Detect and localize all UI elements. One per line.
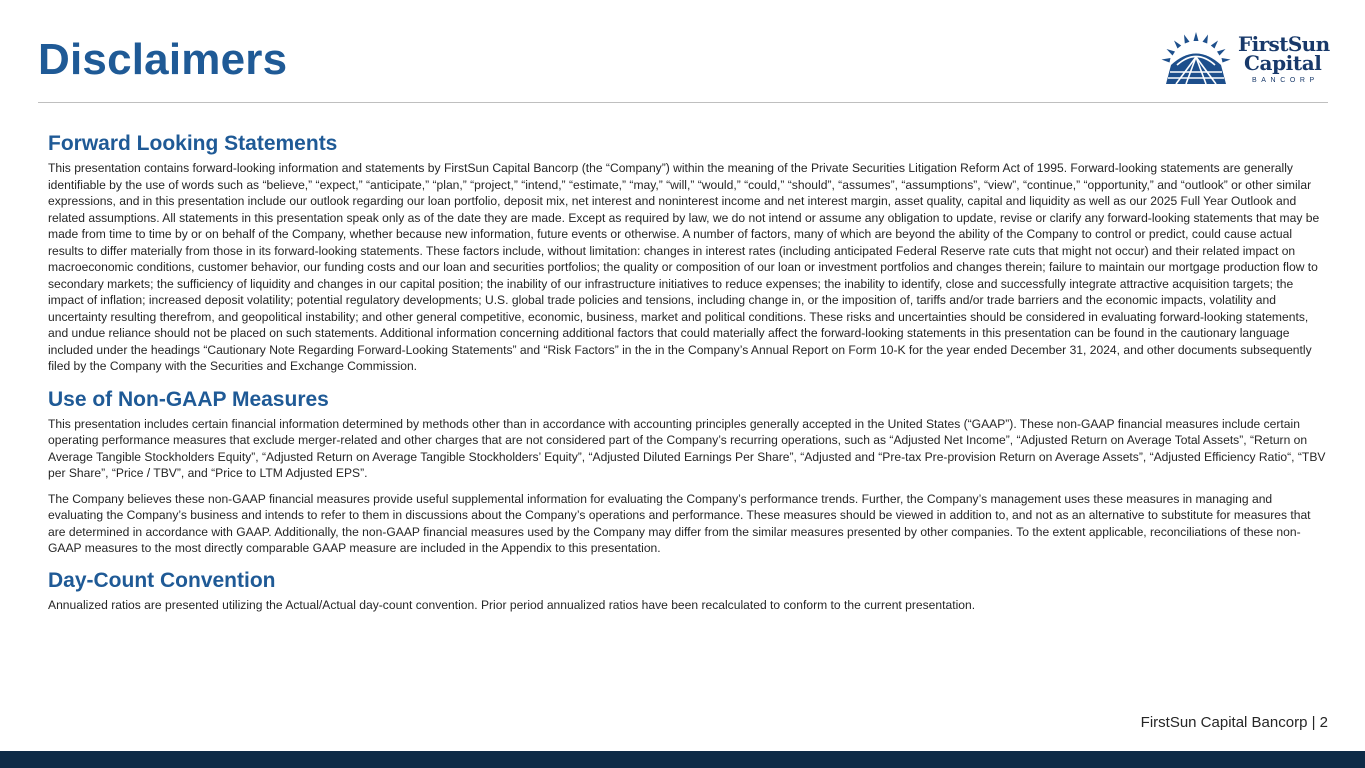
footer-bar [0,751,1365,768]
page-title: Disclaimers [38,35,288,84]
footer-company-page: FirstSun Capital Bancorp | 2 [1140,714,1328,731]
non-gaap-heading: Use of Non-GAAP Measures [48,387,329,411]
logo-text-firstsun: FirstSun [1238,32,1330,56]
day-count-text: Annualized ratios are presented utilizing the Actual/Actual day-count convention. Prior period annualized ratios have been recalculated to conform to the current presentation. [48,597,976,612]
disclaimer-content [48,129,1328,613]
day-count-heading: Day-Count Convention [48,568,276,592]
header-divider [38,102,1328,103]
non-gaap-text-1: This presentation includes certain financial information determined by methods other than in accordance with accounting principles generally accepted in the United States (“GAAP”). These non-GAAP financial measures include certain operating performance measures that exclude merger-related and other charges that are not considered part of the Company’s recurring operations, such as “Adjusted Net Income”, “Adjusted Return on Average Total Assets”, “Return on Average Tangible Stockholders Equity”, “Adjusted Return on Average Tangible Stockholders’ Equity”, “Adjusted Diluted Earnings Per Share”, “Adjusted and “Pre-tax Pre-provision Return on Average Assets”, “Adjusted Efficiency Ratio“, “TBV per Share”, “Price / TBV”, and “Price to LTM Adjusted EPS”. [48,416,1326,480]
forward-looking-text: This presentation contains forward-looking information and statements by FirstSun Capital Bancorp (the “Company”) within the meaning of the Private Securities Litigation Reform Act of 1995. Forward-looking statements are generally identifiable by the use of words such as “believe,” “expect,” “anticipate,” “plan,” “project,” “intend,” “estimate,” “may,” “will,” “would,” “could,” “should”, “assumes”, “assumptions”, “view”, “continue,” “opportunity,” and “outlook” or other similar expressions, and in this presentation include our outlook regarding our loan portfolio, deposit mix, net interest and noninterest income and net interest margin, asset quality, capital and liquidity as well as our 2025 Full Year Outlook and related assumptions. All statements in this presentation speak only as of the date they are made. Except as required by law, we do not intend or assume any obligation to update, revise or clarify any forward-looking statements that may be made from time to time by or on behalf of the Company, whether because new information, future events or otherwise. A number of factors, many of which are beyond the ability of the Company to control or predict, could cause actual results to differ materially from those in its forward-looking statements. These factors include, without limitation: changes in interest rates (including anticipated Federal Reserve rate cuts that might not occur) and their related impact on macroeconomic conditions, customer behavior, our funding costs and our loan and securities portfolios; the quality or composition of our loan or investment portfolios and changes therein; failure to maintain our mortgage production flow to secondary markets; the sufficiency of liquidity and changes in our capital position; the inability of our infrastructure initiatives to reduce expenses; the inability to identify, close and successfully integrate attractive acquisition targets; the impact of inflation; increased deposit volatility; potential regulatory developments; U.S. global trade policies and tensions, including change in, or the imposition of, tariffs and/or trade barriers and the economic impacts, volatility and uncertainty resulting therefrom, and geopolitical instability; and other general competitive, economic, business, market and political conditions. These risks and uncertainties should be considered in evaluating forward-looking statements, and undue reliance should not be placed on such statements. Additional information concerning additional factors that could materially affect the forward-looking statements in this presentation can be found in the cautionary language included under the headings “Cautionary Note Regarding Forward-Looking Statements” and “Risk Factors” in the in the Company’s Annual Report on Form 10-K for the year ended December 31, 2024, and other documents subsequently filed by the Company with the Securities and Exchange Commission. [48,161,1320,373]
logo-text-capital: Capital [1244,51,1322,75]
forward-looking-heading: Forward Looking Statements [48,132,338,155]
firstsun-logo [1154,30,1329,90]
logo-text-bancorp: BANCORP [1252,77,1319,84]
non-gaap-text-2: The Company believes these non-GAAP financial measures provide useful supplemental information for evaluating the Company’s performance trends. Further, the Company’s management uses these measures in managing and evaluating the Company’s business and intends to refer to them in discussions about the Company’s operations and performance. These measures should be viewed in addition to, and not as an alternative to substitute for measures that are determined in accordance with GAAP. Additionally, the non-GAAP financial measures used by the Company may differ from the similar measures presented by other companies. To the extent applicable, reconciliations of these non-GAAP measures to the most directly comparable GAAP measure are included in the Appendix to this presentation. [48,491,1311,555]
sunburst-logo-icon [1154,32,1238,86]
